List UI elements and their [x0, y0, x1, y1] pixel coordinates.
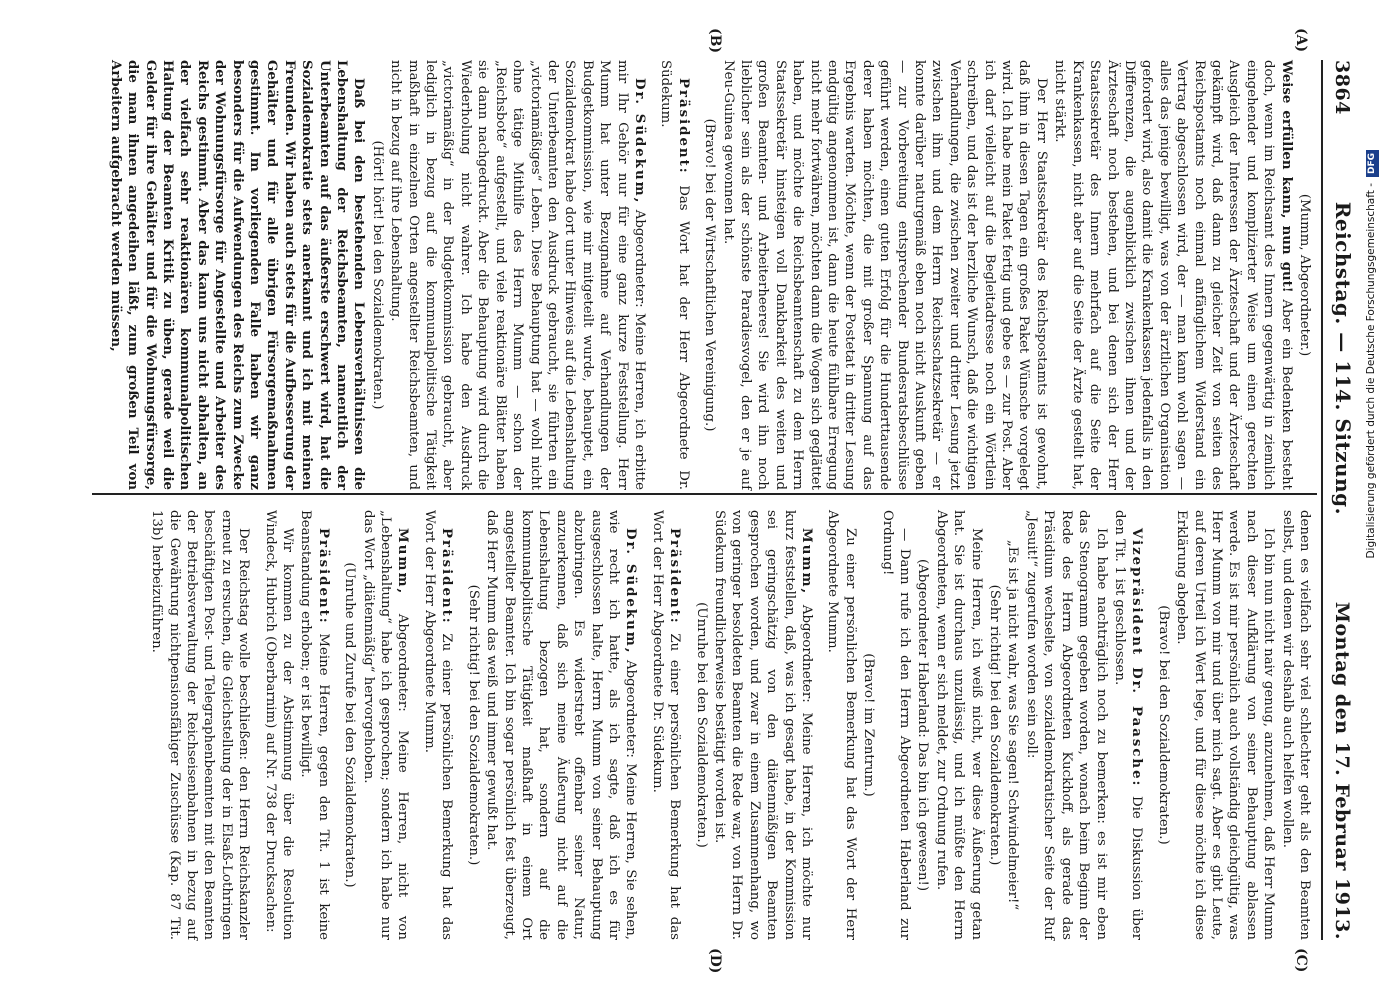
paragraph: denen es vielfach sehr viel schlechter geht als den Beamten selbst, und denen wir deshalb auch helfen wollen. — [1279, 510, 1312, 940]
margin-marker-a: (A) — [1293, 28, 1309, 53]
page-number: 3864 — [1331, 60, 1353, 115]
speaker-attribution: (Mumm, Abgeordneter.) — [1297, 193, 1312, 357]
paragraph-text: Meine Herren, gegen den Tit. 1 ist keine Beanstandung erhoben; er ist bewilligt. — [298, 510, 331, 941]
interjection-note: (Unruhe bei den Sozialdemokraten.) — [693, 602, 709, 848]
credit-text: Digitalisierung gefördert durch die Deutsche Forschungsgemeinschaft - — [1365, 183, 1377, 559]
speaker-name: Dr. Südekum, — [631, 78, 647, 205]
applause-note: (Bravo! bei der Wirtschaftlichen Vereinigung.) — [702, 118, 718, 432]
paragraph — [711, 510, 815, 940]
paragraph-text: Meine Herren, Sie sehen, wie recht ich hatte, als ich sagte, daß ich es für ausgeschlossen halte, Herrn Mumm von seiner Behauptung abzubringen. Es widerstrebt offenbar seiner Natur, anzuerkennen, daß sich meine Äußerung nicht auf die Lebenshaltung bezogen hat, sondern auf die kommunalpolitische Tätigkeit maßhaft in einem Ort angestellter Beamter. Ich bin sogar persönlich fest überzeugt, daß Herr Mumm das weiß und immer gewußt hat. — [484, 510, 639, 941]
paragraph — [421, 510, 456, 940]
paragraph-text: Aber ein Bedenken besteht doch, wenn im Reichsamt des Innern gegenwärtig in ziemlich eingehender und komplizierter Weise um einen gerechten Ausgleich der Interessen der Ärzteschaft und der Ärzteschaft gekämpft wird, daß dann zu gleicher Zeit von seiten des Reichspostamts noch einmal anfänglichem Widerstand ein Vertrag abgeschlossen wird, der — man kann wohl sagen — alles das jenige bewilligt, was von der ärztlichen Organisation gefordert wird, also damit die Krankenkassen jedenfalls in den Differenzen, die augenblicklich zwischen ihnen und der Ärzteschaft noch bestehen, und bei denen sich der Herr Staatssekretär des Innern mehrfach auf die Seite der Krankenkassen, nicht aber auf die Seite der Ärzte gestellt hat, nicht stärkt. — [1052, 60, 1294, 490]
quote: „Es ist ja nicht wahr, was Sie sagen! Schwindelmeier!“ — [1005, 539, 1021, 911]
paragraph: Meine Herren, ich weiß nicht, wer diese Äußerung getan hat. Sie ist durchaus unzulässig, und ich müßte den Herrn Abgeordneten, wenn er sich meldet, zur Ordnung rufen. — [933, 510, 984, 940]
applause-note: (Bravo! im Zentrum.) — [861, 653, 877, 797]
margin-marker-c: (C) — [1293, 948, 1309, 973]
digitization-credit-text — [1362, 150, 1380, 990]
speaker-name: Dr. Südekum, — [623, 528, 639, 655]
paragraph-text: Meine Herren, ich möchte nur kurz feststellen, daß, was ich gesagt habe, in der Kommission sei geringschätzig von den diätenmäßigen Beamten gesprochen worden, und zwar in einem Zusammenhang, wo von geringer besoldeten Beamten die Rede war, von Herrn Dr. Südekum freundlicherweise bestätigt worden ist. — [712, 510, 815, 940]
paragraph — [1051, 60, 1295, 490]
paragraph — [359, 510, 411, 940]
speaker-name: Mumm, — [395, 528, 411, 596]
left-column — [105, 60, 1313, 490]
paragraph-text: Zu einer persönlichen Bemerkung hat das Wort der Herr Abgeordnete Mumm. — [421, 510, 455, 940]
paragraph: Daß bei den bestehenden Lebensverhältnissen die Lebenshaltung der Reichsbeamten, namentlich der Unterbeamten auf das äußerste erschwert wird, hat die Sozialdemokratie stets anerkannt und ich mit meinen Freunden. Wir haben auch stets für die Aufbesserung der Gehälter und für alle übrigen Fürsorgemaßnahmen gestimmt. Im vorliegenden Falle haben wir ganz besonders für die Aufwendungen des Reichs zum Zwecke der Wohnungsfürsorge für Angestellte und Arbeiter des Reichs gestimmt. Aber das kann uns nicht abhalten, an der vielfach sehr reaktionären kommunalpolitischen Haltung der Beamten Kritik zu üben, gerade weil die Gelder für ihre Gehälter und für die Wohnungsfürsorge, die man ihnen angedeihen läßt, zum großen Teil von Arbeitern aufgebracht werden müssen, — [107, 60, 367, 490]
session-title: Reichstag. — 114. Sitzung. — [1331, 201, 1355, 516]
speaker-name: Vizepräsident Dr. Paasche: — [1129, 528, 1145, 788]
paragraph — [1111, 510, 1146, 940]
speaker-role: Abgeordneter: — [631, 209, 647, 308]
paragraph — [297, 510, 332, 940]
paragraph — [387, 60, 648, 490]
paragraph-text: Das Wort hat der Herr Abgeordnete Dr. Südekum. — [658, 60, 691, 490]
digitization-credit — [1362, 150, 1380, 990]
interjection-note: (Unruhe und Zurufe bei den Sozialdemokraten.) — [342, 562, 358, 888]
paragraph-text: Die Diskussion über den Tit. 1 ist geschlossen. — [1111, 510, 1145, 940]
paragraph: — Dann rufe ich den Herrn Abgeordneten Haberland zur Ordnung! — [879, 510, 913, 940]
resolution-text: Der Reichstag wolle beschließen: den Herrn Reichskanzler erneut zu ersuchen, die Gleichstellung der in Elsaß-Lothringen beschäftigten Post- und Telegraphenbeamten mit den Beamten der Betriebsverwaltung der Reichseisenbahnen in bezug auf die Gewährung nichtpensionsfähiger Zuschüsse (Kap. 87 Tit. 13b) herbeizuführen. — [149, 510, 252, 940]
paragraph-text: Meine Herren, ich erbitte mir Ihr Gehör nur für eine ganz kurze Feststellung. Herr Mumm hat unter Bezugnahme auf Verhandlungen der Budgetkommission, wie mir mitgeteilt wurde, behauptet, ein Sozialdemokrat habe dort unter Hinweis auf die Lebenshaltung der Unterbeamten den Ausdruck gebraucht, sie führten ein „victoriamäßiges“ Leben. Diese Behauptung hat — wohl nicht ohne tätige Mithilfe des Herrn Mumm — schon der „Reichsbote“ aufgestellt, und viele reaktionäre Blätter haben sie dann nachgedruckt. Aber die Behauptung wird durch die Wiederholung nicht wahrer. Ich habe den Ausdruck „victoriamäßig“ in der Budgetkommission gebraucht, aber lediglich in bezug auf die kommunalpolitische Tätigkeit maßhaft in einzelnen Orten angestellter Reichsbeamten, und nicht in bezug auf ihre Lebenshaltung. — [388, 60, 647, 491]
speaker-name: Präsident: — [439, 528, 455, 625]
paragraph: Zu einer persönlichen Bemerkung hat das Wort der Herr Abgeordnete Mumm. — [825, 510, 858, 940]
paragraph-text: Zu einer persönlichen Bemerkung hat das Wort der Herr Abgeordnete Dr. Südekum. — [649, 510, 683, 940]
speaker-role: Abgeordneter: — [799, 604, 815, 703]
margin-marker-d: (D) — [707, 948, 723, 974]
interjection-note: (Abgeordneter Haberland: Das bin ich gewesen!) — [915, 558, 931, 892]
emphasis-text: Weise erfüllen kann, nun gut! — [1278, 60, 1294, 293]
applause-note: (Sehr richtig! bei den Sozialdemokraten.) — [465, 584, 481, 866]
speaker-name: Präsident: — [667, 528, 683, 625]
speaker-name: Präsident: — [315, 528, 331, 625]
paragraph — [657, 60, 692, 490]
paragraph: Der Herr Staatssekretär des Reichspostamts ist gewohnt, daß ihm in diesen Tagen ein großes Paket Wünsche vorgelegt wird. Ich habe mein Paket fertig und gebe es — zur Post. Aber ich darf vielleicht auf die Begleitadresse noch ein Wörtlein schreiben, und das ist der herzliche Wunsch, daß die wichtigen Verhandlungen, die zwischen zweiter und dritter Lesung jetzt zwischen ihm und dem Herrn Reichsschatzsekretär — er konnte darüber naturgemäß eben noch nicht Auskunft geben — zur Vorbereitung entsprechender Bundesratsbeschlüsse geführt werden, einen guten Erfolg für die Hunderttausende derer haben möchten, die mit großer Spannung auf das Ergebnis warten. Möchte, wenn der Postetat in dritter Lesung endgültig angenommen ist, dann die heute fühlbare Erregung nicht mehr fortwähren, möchten dann die Wogen sich geglättet haben, und möchte die Reichsbeamtenschaft zu dem Herrn Staatssekretär hinsteigen voll Dankbarkeit des weiten und großen Beamten- und Arbeiterheeres! Sie wird ihn noch lieblicher sein als der schönste Paradiesvogel, den er je auf Neu-Guinea gewonnen hat. — [720, 60, 1049, 490]
margin-marker-b: (B) — [707, 28, 723, 54]
speaker-name: Präsident: — [675, 78, 691, 175]
paragraph: Ich habe nachträglich noch zu bemerken: es ist mir eben das Stenogramm gegeben worden, wonach beim Beginn der Rede des Herrn Abgeordneten Kuckhoff, als gerade das Präsidium wechselte, von sozialdemokratischer Seite der Ruf „Jesuit!“ zugerufen worden sein soll: — [1023, 510, 1109, 940]
paragraph-text: Meine Herren, nicht von „Lebenshaltung“ habe ich gesprochen; sondern ich habe nur das Wort „diätenmäßig“ hervorgehoben. — [360, 510, 411, 940]
paragraph — [648, 510, 683, 940]
header-rule — [1321, 60, 1323, 940]
speaker-role: Abgeordneter: — [623, 659, 639, 758]
right-column — [147, 510, 1313, 940]
applause-note: (Hört! hört! bei den Sozialdemokraten.) — [369, 140, 385, 410]
dfg-logo: DFG — [1366, 150, 1379, 177]
applause-note: (Sehr richtig! bei den Sozialdemokraten.) — [987, 584, 1003, 866]
session-date: Montag den 17. Februar 1913. — [1331, 601, 1353, 940]
paragraph: Ich bin nun nicht naiv genug, anzunehmen, daß Herr Mumm nach dieser Aufklärung von seiner Behauptung ablassen werde. Es ist mir persönlich auch vollständig gleichgültig, was Herr Mumm von mir und über mich sagt. Aber es gibt Leute, auf deren Urteil ich Wert lege, und für diese möchte ich diese Erklärung abgeben. — [1174, 510, 1277, 940]
applause-note: (Bravo! bei den Sozialdemokraten.) — [1155, 605, 1171, 845]
page-header — [1325, 60, 1355, 940]
paragraph — [483, 510, 640, 940]
column-divider — [92, 493, 1317, 495]
speaker-name: Mumm, — [799, 528, 815, 596]
speaker-role: Abgeordneter: — [395, 613, 411, 712]
paragraph: Wir kommen zu der Abstimmung über die Resolution Windeck, Hubrich (Oberbarnim) auf Nr. 738 der Drucksachen: — [262, 510, 296, 940]
